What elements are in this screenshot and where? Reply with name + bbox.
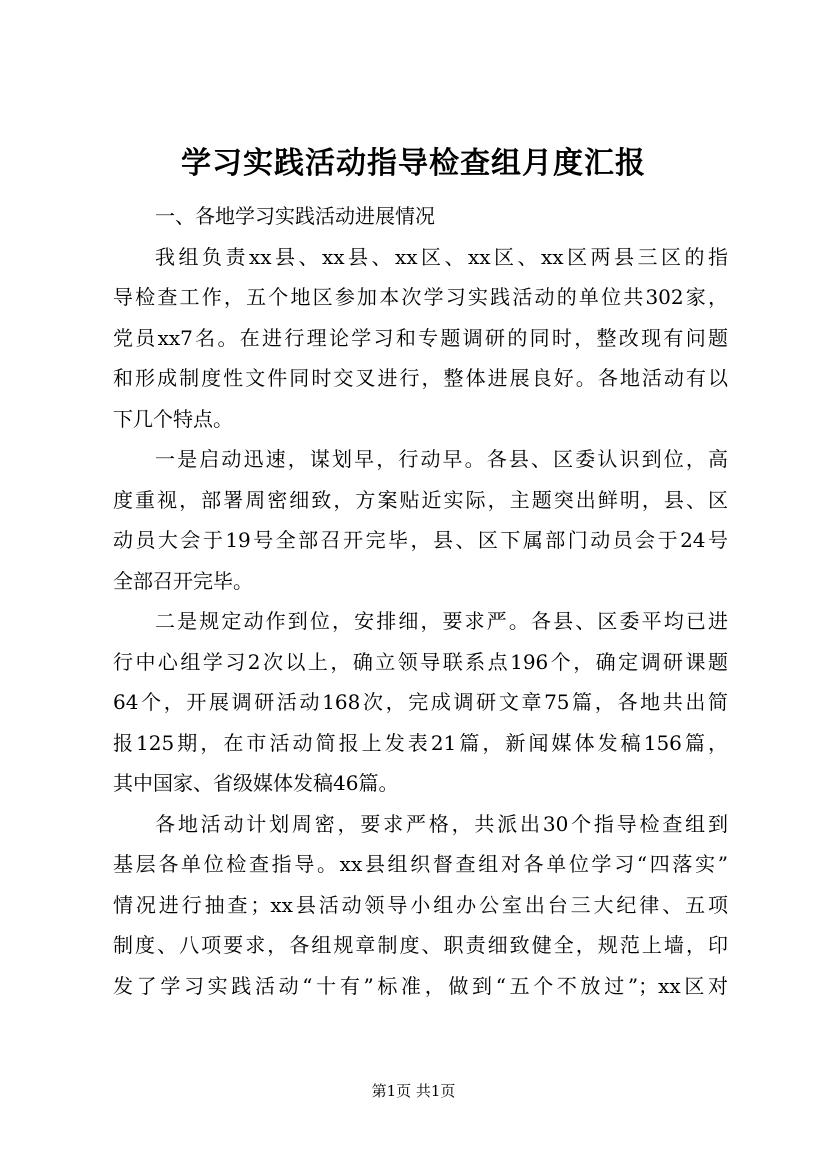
paragraph-line: 其中国家、省级媒体发稿46篇。 xyxy=(113,771,399,795)
paragraph-line: 动员大会于19号全部召开完毕，县、区下属部门动员会于24号 xyxy=(113,528,728,552)
paragraph-line: 报125期，在市活动简报上发表21篇，新闻媒体发稿156篇， xyxy=(113,730,728,755)
paragraph-line: 下几个特点。 xyxy=(113,406,233,431)
paragraph-line: 度重视，部署周密细致，方案贴近实际，主题突出鲜明，县、区 xyxy=(113,487,728,512)
paragraph-line: 制度、八项要求，各组规章制度、职责细致健全，规范上墙，印 xyxy=(113,933,728,957)
paragraph-1 xyxy=(113,237,728,440)
paragraph-line: 64个，开展调研活动168次，完成调研文章75篇，各地共出简 xyxy=(113,690,728,714)
document-title: 学习实践活动指导检查组月度汇报 xyxy=(181,146,646,181)
paragraph-line: 和形成制度性文件同时交叉进行，整体进展良好。各地活动有以 xyxy=(113,366,728,390)
paragraph-line: 导检查工作，五个地区参加本次学习实践活动的单位共302家， xyxy=(113,285,728,309)
paragraph-line: 基层各单位检查指导。xx县组织督查组对各单位学习“四落实” xyxy=(113,852,728,876)
paragraph-3 xyxy=(113,601,728,804)
paragraph-line: 党员xx7名。在进行理论学习和专题调研的同时，整改现有问题 xyxy=(113,325,728,350)
paragraph-line: 各地活动计划周密，要求严格，共派出30个指导检查组到 xyxy=(155,811,728,836)
paragraph-line: 行中心组学习2次以上，确立领导联系点196个，确定调研课题 xyxy=(113,649,728,674)
paragraph-2 xyxy=(113,439,728,601)
paragraph-4 xyxy=(113,804,728,1007)
paragraph-line: 发了学习实践活动“十有”标准，做到“五个不放过”；xx区对 xyxy=(113,973,728,998)
paragraph-line: 二是规定动作到位，安排细，要求严。各县、区委平均已进 xyxy=(155,609,728,633)
document-body xyxy=(113,196,728,1006)
page-footer: 第1页 共1页 xyxy=(371,1082,456,1100)
section-heading: 一、各地学习实践活动进展情况 xyxy=(155,204,435,228)
paragraph-line: 我组负责xx县、xx县、xx区、xx区、xx区两县三区的指 xyxy=(155,244,728,269)
paragraph-line: 全部召开完毕。 xyxy=(113,568,253,593)
paragraph-line: 一是启动迅速，谋划早，行动早。各县、区委认识到位，高 xyxy=(155,447,728,471)
paragraph-line: 情况进行抽查；xx县活动领导小组办公室出台三大纪律、五项 xyxy=(113,892,728,917)
